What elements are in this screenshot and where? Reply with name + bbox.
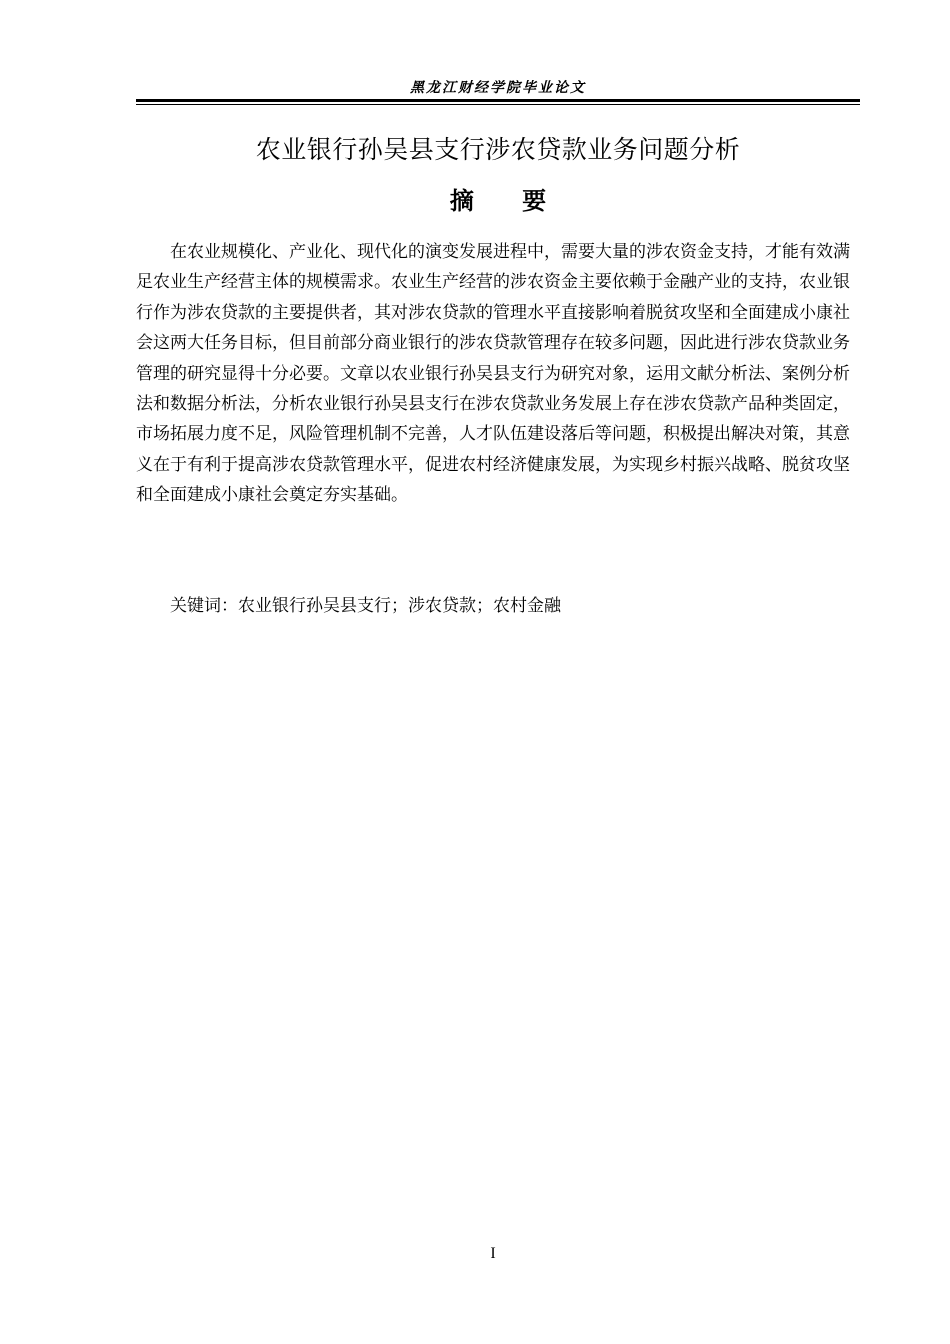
abstract-body: 在农业规模化、产业化、现代化的演变发展进程中，需要大量的涉农资金支持，才能有效满足农业生产经营主体的规模需求。农业生产经营的涉农资金主要依赖于金融产业的支持，农业银行作为涉农贷款的主要提供者，其对涉农贷款的管理水平直接影响着脱贫攻坚和全面建成小康社会这两大任务目标，但目前部分商业银行的涉农贷款管理存在较多问题，因此进行涉农贷款业务管理的研究显得十分必要。文章以农业银行孙吴县支行为研究对象，运用文献分析法、案例分析法和数据分析法，分析农业银行孙吴县支行在涉农贷款业务发展上存在涉农贷款产品种类固定，市场拓展力度不足，风险管理机制不完善，人才队伍建设落后等问题，积极提出解决对策，其意义在于有利于提高涉农贷款管理水平，促进农村经济健康发展，为实现乡村振兴战略、脱贫攻坚和全面建成小康社会奠定夯实基础。 [136,242,850,506]
header-rule-thick [136,99,860,102]
page-number: I [490,1245,496,1262]
keywords-text: 农业银行孙吴县支行；涉农贷款；农村金融 [238,596,561,616]
keywords-label: 关键词： [170,596,238,616]
abstract-heading: 摘 要 [449,187,547,215]
running-header: 黑龙江财经学院毕业论文 [410,80,586,96]
header-rule-thin [136,104,860,105]
document-title: 农业银行孙吴县支行涉农贷款业务问题分析 [255,135,741,164]
keywords-line [136,591,850,621]
